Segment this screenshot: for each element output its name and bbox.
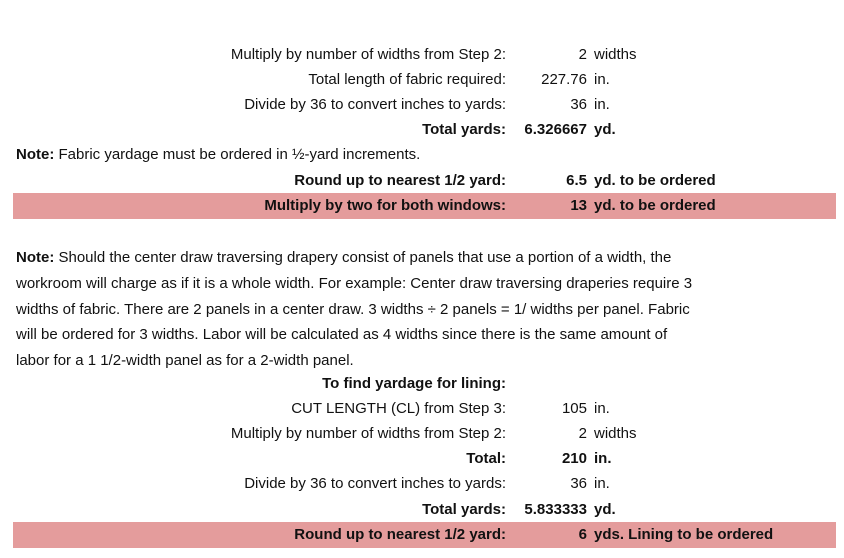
row-value: 5.833333 <box>524 501 587 518</box>
row-label: Total length of fabric required: <box>308 71 506 88</box>
center-draw-note <box>16 245 776 374</box>
row-unit: in. <box>594 450 612 467</box>
row-value: 210 <box>561 450 587 467</box>
note-text: Should the center draw traversing drapery consist of panels that use a portion of a width, the <box>54 249 672 266</box>
row-label: Round up to nearest 1/2 yard: <box>294 526 506 543</box>
row-value: 6.326667 <box>524 121 587 138</box>
note-line-1 <box>16 245 776 271</box>
fabric-both-windows-row <box>0 193 844 218</box>
row-label: Round up to nearest 1/2 yard: <box>294 172 506 189</box>
row-label: Divide by 36 to convert inches to yards: <box>244 475 506 492</box>
lining-cut-length-row <box>0 396 844 421</box>
row-value: 227.76 <box>541 71 587 88</box>
row-unit: widths <box>594 425 637 442</box>
row-unit: in. <box>594 71 610 88</box>
row-label: Total: <box>466 450 506 467</box>
note-text: Fabric yardage must be ordered in ½-yard increments. <box>54 146 421 163</box>
row-unit: yd. to be ordered <box>594 172 716 189</box>
row-unit: in. <box>594 96 610 113</box>
row-value: 2 <box>578 46 587 63</box>
note-line-3: widths of fabric. There are 2 panels in a center draw. 3 widths ÷ 2 panels = 1/ widths per panel. Fabric <box>16 300 690 318</box>
row-value: 6 <box>578 526 587 543</box>
row-label: Total yards: <box>422 121 506 138</box>
row-unit: yd. <box>594 501 616 518</box>
row-value: 105 <box>561 400 587 417</box>
fabric-note <box>16 142 420 167</box>
note-lead: Note: <box>16 146 55 163</box>
row-value: 6.5 <box>566 172 587 189</box>
note-line-4: will be ordered for 3 widths. Labor will be calculated as 4 widths since there is the same amount of <box>16 326 668 344</box>
row-label: Multiply by two for both windows: <box>264 197 506 214</box>
row-label: Multiply by number of widths from Step 2: <box>230 46 506 63</box>
row-unit: yds. Lining to be ordered <box>594 526 774 543</box>
lining-round-up-row <box>0 522 844 547</box>
row-unit: in. <box>594 400 610 417</box>
row-value: 13 <box>570 197 587 214</box>
lining-heading: To find yardage for lining: <box>322 375 506 392</box>
row-unit: in. <box>594 475 610 492</box>
note-line-2: workroom will charge as if it is a whole width. For example: Center draw traversing draperies require 3 <box>16 274 693 292</box>
row-value: 36 <box>570 96 587 113</box>
lining-heading-row <box>0 371 844 396</box>
row-unit: yd. <box>594 121 616 138</box>
lining-total-yards-row <box>0 497 844 522</box>
row-label: Multiply by number of widths from Step 2: <box>230 425 506 442</box>
lining-divide36-row <box>0 471 844 496</box>
row-unit: widths <box>594 46 637 63</box>
fabric-divide36-row <box>0 92 844 117</box>
row-unit: yd. to be ordered <box>594 197 716 214</box>
note-lead: Note: <box>16 249 55 266</box>
note-line-5: labor for a 1 1/2-width panel as for a 2-width panel. <box>16 352 354 370</box>
fabric-total-length-row <box>0 67 844 92</box>
fabric-round-up-row <box>0 168 844 193</box>
row-value: 2 <box>578 425 587 442</box>
row-value: 36 <box>570 475 587 492</box>
row-label: Total yards: <box>422 501 506 518</box>
row-label: CUT LENGTH (CL) from Step 3: <box>291 400 506 417</box>
fabric-total-yards-row <box>0 117 844 142</box>
fabric-note-row <box>0 142 844 167</box>
lining-multiply-widths-row <box>0 421 844 446</box>
row-label: Divide by 36 to convert inches to yards: <box>244 96 506 113</box>
fabric-multiply-widths-row <box>0 42 844 67</box>
lining-total-row <box>0 446 844 471</box>
